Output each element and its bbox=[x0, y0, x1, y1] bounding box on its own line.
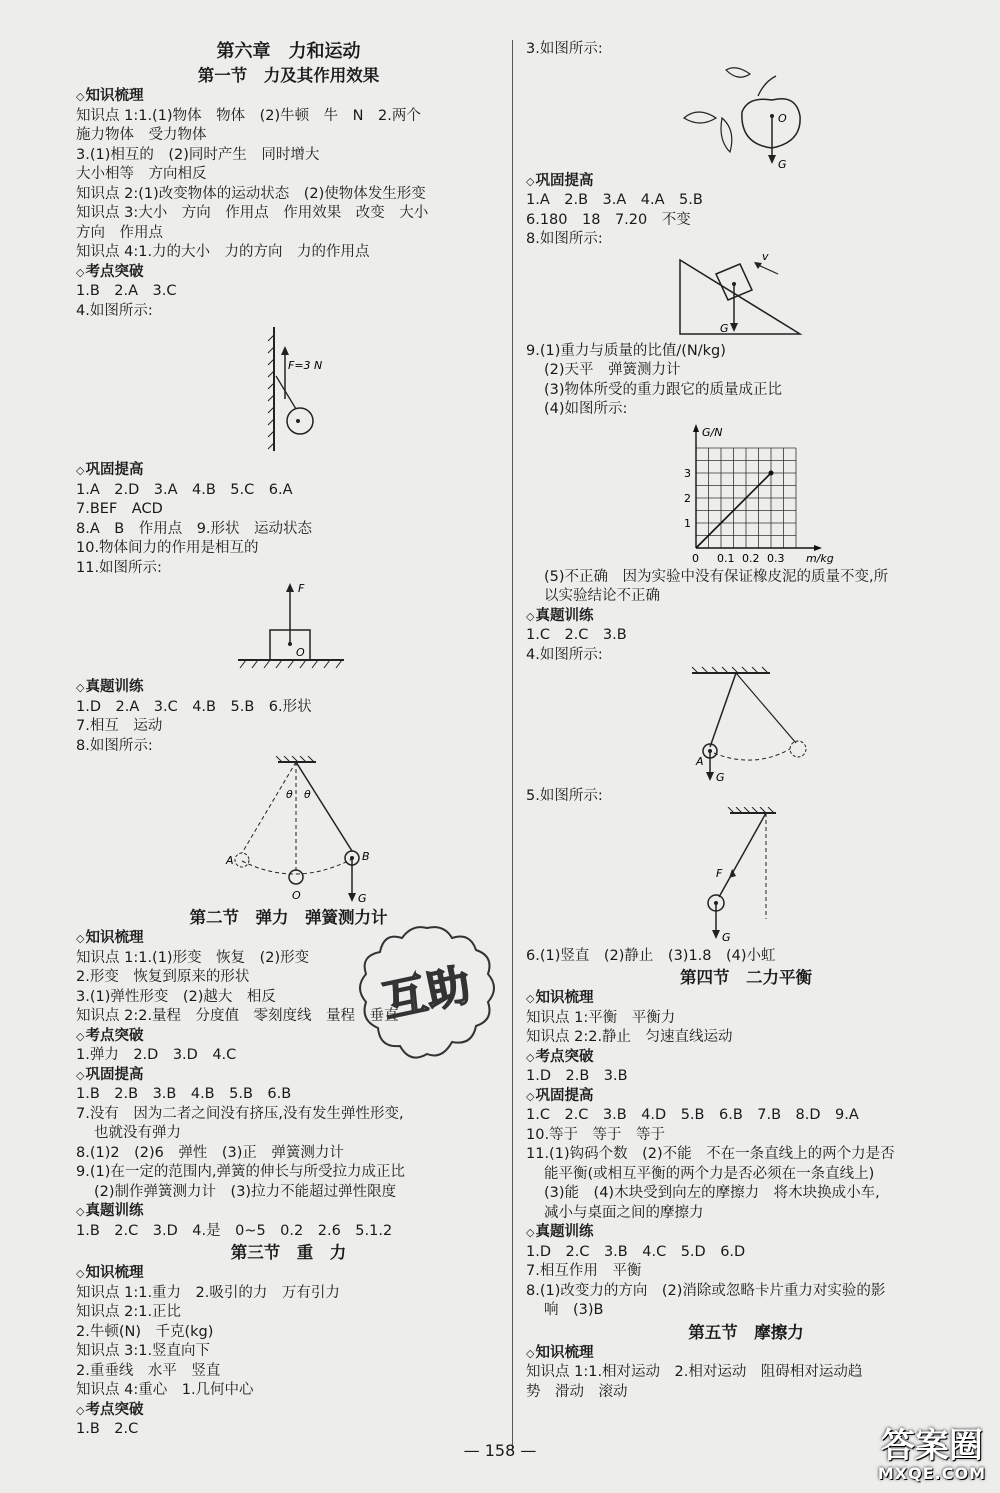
block-heading: ◇ 知识梳理 bbox=[526, 989, 966, 1009]
answer-line: 大小相等 方向相反 bbox=[76, 166, 207, 182]
answer-line: 能平衡(或相互平衡的两个力是否必须在一条直线上) bbox=[544, 1165, 875, 1182]
answer-line: 1.B 2.C 3.D 4.是 0~5 0.2 2.6 5.1.2 bbox=[76, 1222, 393, 1239]
answer-line: 1.B 2.A 3.C bbox=[76, 283, 177, 299]
stamp-text: 互助 bbox=[378, 959, 476, 1028]
answer-line: 1.C 2.C 3.B bbox=[526, 627, 627, 643]
figure-pendulum bbox=[76, 756, 501, 906]
point-label: B bbox=[362, 850, 370, 863]
page-number: — 158 — bbox=[463, 1441, 537, 1460]
chapter-title: 第六章 力和运动 bbox=[216, 41, 361, 62]
block-heading: ◇ 考点突破 bbox=[76, 263, 501, 283]
answer-line: 1.D 2.C 3.B 4.C 5.D 6.D bbox=[526, 1243, 746, 1260]
block-heading: ◇ 巩固提高 bbox=[526, 1087, 966, 1107]
answer-line: 5.如图所示: bbox=[526, 788, 603, 804]
block-heading: ◇ 真题训练 bbox=[76, 678, 501, 698]
answer-line: 方向 作用点 bbox=[76, 224, 163, 241]
y-tick-label: 1 bbox=[684, 516, 691, 530]
answer-line: 知识点 4:重心 1.几何中心 bbox=[76, 1382, 254, 1398]
answer-line: 知识点 1:平衡 平衡力 bbox=[526, 1009, 676, 1026]
figure-hanging-ball bbox=[526, 807, 966, 947]
x-tick-label: 0 bbox=[692, 551, 699, 565]
answer-line: 1.C 2.C 3.B 4.D 5.B 6.B 7.B 8.D 9.A bbox=[526, 1107, 859, 1123]
answer-line: 7.BEF ACD bbox=[76, 501, 163, 517]
point-label: O bbox=[778, 111, 787, 125]
y-axis-label: G/N bbox=[702, 425, 723, 439]
figure-incline-block bbox=[526, 250, 966, 342]
figure-ball-on-wall bbox=[76, 321, 501, 461]
answer-line: (5)不正确 因为实验中没有保证橡皮泥的质量不变,所 bbox=[544, 568, 889, 585]
stamp-logo bbox=[352, 920, 502, 1070]
answer-line: 知识点 2:(1)改变物体的运动状态 (2)使物体发生形变 bbox=[76, 185, 426, 202]
answer-line: 也就没有弹力 bbox=[94, 1125, 181, 1141]
x-tick-label: 0.2 bbox=[742, 551, 760, 565]
answer-line: 7.相互作用 平衡 bbox=[526, 1263, 642, 1279]
answer-line: 知识点 1:1.重力 2.吸引的力 万有引力 bbox=[76, 1284, 340, 1301]
force-label: F=3 N bbox=[288, 359, 323, 372]
block-heading: ◇ 真题训练 bbox=[526, 607, 966, 627]
force-label: G bbox=[778, 157, 787, 171]
answer-line: 知识点 1:1.(1)物体 物体 (2)牛顿 牛 N 2.两个 bbox=[76, 107, 421, 124]
answer-line: 3.如图所示: bbox=[526, 41, 603, 57]
answer-line: 知识点 3:1.竖直向下 bbox=[76, 1343, 211, 1359]
point-label: O bbox=[292, 889, 301, 902]
answer-line: 4.如图所示: bbox=[526, 646, 603, 663]
section-title: 第二节 弹力 弹簧测力计 bbox=[189, 908, 388, 927]
answer-line: 1.弹力 2.D 3.D 4.C bbox=[76, 1047, 237, 1063]
point-label: O bbox=[296, 646, 305, 659]
force-label: G bbox=[358, 892, 367, 905]
force-label: G bbox=[722, 930, 731, 944]
answer-line: 2.牛顿(N) 千克(kg) bbox=[76, 1323, 214, 1340]
answer-line: (3)能 (4)木块受到向左的摩擦力 将木块换成小车, bbox=[544, 1185, 880, 1201]
block-heading: ◇ 巩固提高 bbox=[76, 1066, 501, 1086]
answer-line: 2.重垂线 水平 竖直 bbox=[76, 1362, 221, 1379]
answer-line: 1.D 2.B 3.B bbox=[526, 1068, 628, 1084]
block-heading: ◇ 巩固提高 bbox=[526, 172, 966, 192]
answer-line: 3.(1)弹性形变 (2)越大 相反 bbox=[76, 988, 276, 1005]
answer-line: 知识点 2:2.静止 匀速直线运动 bbox=[526, 1029, 733, 1045]
point-label: A bbox=[226, 854, 234, 867]
answer-line: 8.(1)2 (2)6 弹性 (3)正 弹簧测力计 bbox=[76, 1144, 344, 1161]
answer-line: 9.(1)在一定的范围内,弹簧的伸长与所受拉力成正比 bbox=[76, 1164, 405, 1180]
watermark-text: 答案圈 bbox=[880, 1426, 983, 1466]
answer-line: 9.(1)重力与质量的比值/(N/kg) bbox=[526, 342, 726, 359]
block-heading: ◇ 真题训练 bbox=[526, 1223, 966, 1243]
left-column bbox=[76, 40, 501, 1440]
y-tick-label: 2 bbox=[684, 491, 691, 505]
answer-line: 6.(1)竖直 (2)静止 (3)1.8 (4)小虹 bbox=[526, 947, 776, 964]
block-heading: ◇ 知识梳理 bbox=[526, 1344, 966, 1364]
section-title: 第一节 力及其作用效果 bbox=[197, 66, 380, 85]
force-label: F bbox=[298, 582, 305, 595]
block-heading: ◇ 知识梳理 bbox=[76, 1264, 501, 1284]
x-tick-label: 0.1 bbox=[717, 551, 735, 565]
right-column bbox=[526, 40, 966, 1402]
answer-line: 4.如图所示: bbox=[76, 302, 153, 319]
column-divider bbox=[512, 40, 513, 1450]
answer-line: 以实验结论不正确 bbox=[544, 588, 660, 604]
answer-line: 知识点 2:1.正比 bbox=[76, 1304, 182, 1320]
answer-line: 知识点 2:2.量程 分度值 零刻度线 量程 垂直 bbox=[76, 1008, 399, 1024]
force-label: F bbox=[716, 866, 723, 880]
y-tick-label: 3 bbox=[684, 466, 691, 480]
answer-line: 1.A 2.B 3.A 4.A 5.B bbox=[526, 192, 703, 208]
watermark-logo bbox=[878, 1428, 986, 1483]
answer-line: 2.形变 恢复到原来的形状 bbox=[76, 969, 250, 985]
answer-line: 7.没有 因为二者之间没有挤压,没有发生弹性形变, bbox=[76, 1105, 404, 1122]
gravity-mass-graph bbox=[526, 420, 966, 568]
force-label: G bbox=[720, 321, 729, 335]
figure-pendulum-swing bbox=[526, 665, 966, 787]
answer-line: (3)物体所受的重力跟它的质量成正比 bbox=[544, 381, 783, 398]
answer-line: 6.180 18 7.20 不变 bbox=[526, 211, 691, 228]
answer-line: 1.B 2.B 3.B 4.B 5.B 6.B bbox=[76, 1086, 292, 1102]
block-heading: ◇ 知识梳理 bbox=[76, 87, 501, 107]
answer-line: 1.D 2.A 3.C 4.B 5.B 6.形状 bbox=[76, 698, 312, 715]
answer-line: (2)制作弹簧测力计 (3)拉力不能超过弹性限度 bbox=[94, 1183, 397, 1200]
angle-label: θ bbox=[304, 788, 311, 801]
y-axis-arrow bbox=[693, 424, 699, 432]
figure-apple-gravity bbox=[526, 60, 966, 172]
x-axis-label: m/kg bbox=[806, 551, 834, 565]
point-label: A bbox=[696, 755, 704, 768]
section-title: 第三节 重 力 bbox=[230, 1243, 347, 1262]
answer-line: 知识点 1:1.(1)形变 恢复 (2)形变 bbox=[76, 949, 310, 966]
answer-line: 1.B 2.C bbox=[76, 1421, 139, 1437]
answer-line: 1.A 2.D 3.A 4.B 5.C 6.A bbox=[76, 481, 293, 498]
answer-line: 7.相互 运动 bbox=[76, 718, 163, 734]
answer-line: 8.如图所示: bbox=[76, 737, 153, 754]
answer-line: 8.A B 作用点 9.形状 运动状态 bbox=[76, 520, 313, 537]
block-heading: ◇ 考点突破 bbox=[76, 1027, 501, 1047]
x-axis-arrow bbox=[814, 545, 822, 551]
block-heading: ◇ 知识梳理 bbox=[76, 929, 501, 949]
answer-line: 8.如图所示: bbox=[526, 231, 603, 247]
block-heading: ◇ 考点突破 bbox=[526, 1048, 966, 1068]
data-point bbox=[769, 470, 774, 475]
answer-line: (4)如图所示: bbox=[544, 401, 628, 417]
answer-line: 10.等于 等于 等于 bbox=[526, 1126, 666, 1143]
answer-line: 知识点 3:大小 方向 作用点 作用效果 改变 大小 bbox=[76, 205, 429, 221]
answer-line: 10.物体间力的作用是相互的 bbox=[76, 540, 259, 556]
x-tick-label: 0.3 bbox=[767, 551, 785, 565]
section-title: 第四节 二力平衡 bbox=[680, 968, 812, 987]
answer-line: 响 (3)B bbox=[544, 1302, 604, 1318]
block-heading: ◇ 考点突破 bbox=[76, 1401, 501, 1421]
angle-label: θ bbox=[286, 788, 293, 801]
force-label: G bbox=[716, 771, 725, 784]
answer-line: 施力物体 受力物体 bbox=[76, 127, 207, 143]
answer-line: 减小与桌面之间的摩擦力 bbox=[544, 1204, 704, 1221]
answer-line: 知识点 4:1.力的大小 力的方向 力的作用点 bbox=[76, 244, 370, 260]
answer-line: 3.(1)相互的 (2)同时产生 同时增大 bbox=[76, 146, 320, 163]
answer-line: 11.如图所示: bbox=[76, 559, 162, 576]
block-heading: ◇ 巩固提高 bbox=[76, 461, 501, 481]
answer-line: 8.(1)改变力的方向 (2)消除或忽略卡片重力对实验的影 bbox=[526, 1282, 886, 1299]
watermark-url: MXQE.COM bbox=[877, 1464, 986, 1483]
block-heading: ◇ 真题训练 bbox=[76, 1202, 501, 1222]
answer-line: 知识点 1:1.相对运动 2.相对运动 阻碍相对运动趋 bbox=[526, 1364, 863, 1380]
answer-line: 11.(1)钩码个数 (2)不能 不在一条直线上的两个力是否 bbox=[526, 1146, 895, 1162]
velocity-label: v bbox=[762, 249, 769, 263]
answer-line: 势 滑动 滚动 bbox=[526, 1383, 628, 1400]
figure-block-on-ground bbox=[76, 578, 501, 678]
section-title: 第五节 摩擦力 bbox=[688, 1322, 804, 1342]
answer-line: (2)天平 弹簧测力计 bbox=[544, 362, 681, 378]
